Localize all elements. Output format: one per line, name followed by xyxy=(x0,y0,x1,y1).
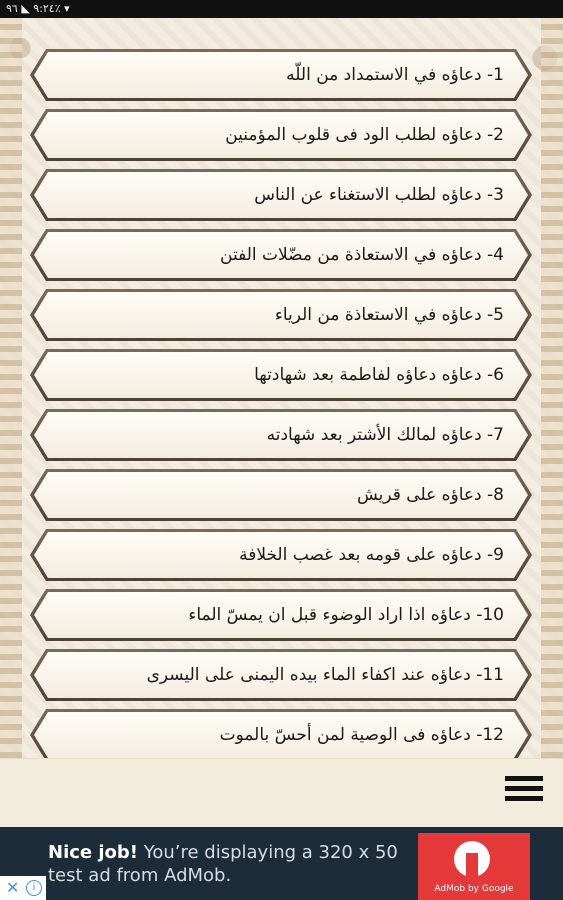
ornament-right xyxy=(541,18,563,758)
info-icon[interactable]: i xyxy=(26,880,42,896)
list-item-label: 3- دعاؤه لطلب الاستغناء عن الناس xyxy=(254,185,504,205)
hamburger-menu-icon[interactable] xyxy=(505,771,543,811)
bottom-toolbar xyxy=(0,758,563,828)
list-item-label: 5- دعاؤه في الاستعاذة من الرياء xyxy=(274,305,504,325)
list-item-8[interactable] xyxy=(30,469,532,521)
list-item-label: 8- دعاؤه على قريش xyxy=(356,485,504,505)
ad-choices xyxy=(0,876,46,900)
ad-banner[interactable] xyxy=(0,827,563,900)
status-text: ٩:٢٤ ◣ ٩٦٪ ▾ xyxy=(6,2,70,15)
list-item-9[interactable] xyxy=(30,529,532,581)
list-item-10[interactable] xyxy=(30,589,532,641)
admob-caption: AdMob by Google xyxy=(434,884,514,894)
ornament-left xyxy=(0,18,22,758)
close-ad-icon[interactable]: ✕ xyxy=(6,878,20,897)
admob-icon xyxy=(454,841,490,877)
ad-headline: Nice job! xyxy=(48,842,139,863)
list-item-label: 6- دعاؤه دعاؤه لفاطمة بعد شهادتها xyxy=(254,365,504,385)
list-item-4[interactable] xyxy=(30,229,532,281)
list-item-label: 11- دعاؤه عند اكفاء الماء بيده اليمنى على اليسرى xyxy=(146,665,504,685)
duas-list xyxy=(0,18,563,758)
list-item-11[interactable] xyxy=(30,649,532,701)
list-item-label: 7- دعاؤه لمالك الأشتر بعد شهادته xyxy=(266,425,504,445)
list-item-5[interactable] xyxy=(30,289,532,341)
list-item-label: 1- دعاؤه في الاستمداد من اللّه xyxy=(286,65,504,85)
ad-text xyxy=(48,841,413,887)
list-item-7[interactable] xyxy=(30,409,532,461)
list-item-2[interactable] xyxy=(30,109,532,161)
list-item-label: 9- دعاؤه على قومه بعد غصب الخلافة xyxy=(239,545,504,565)
status-bar xyxy=(0,0,563,18)
list-item-label: 10- دعاؤه اذا اراد الوضوء قبل ان يمسّ الماء xyxy=(188,605,504,625)
list-item-1[interactable] xyxy=(30,49,532,101)
list-item-12[interactable] xyxy=(30,709,532,758)
admob-logo[interactable] xyxy=(418,833,530,900)
list-item-label: 2- دعاؤه لطلب الود فى قلوب المؤمنين xyxy=(225,125,504,145)
ad-body: You’re displaying a 320 x 50 test ad from AdMob. xyxy=(48,842,398,886)
list-item-label: 12- دعاؤه فى الوصية لمن أحسّ بالموت xyxy=(219,725,504,745)
list-item-6[interactable] xyxy=(30,349,532,401)
list-item-3[interactable] xyxy=(30,169,532,221)
list-item-label: 4- دعاؤه في الاستعاذة من مضّلات الفتن xyxy=(220,245,504,265)
